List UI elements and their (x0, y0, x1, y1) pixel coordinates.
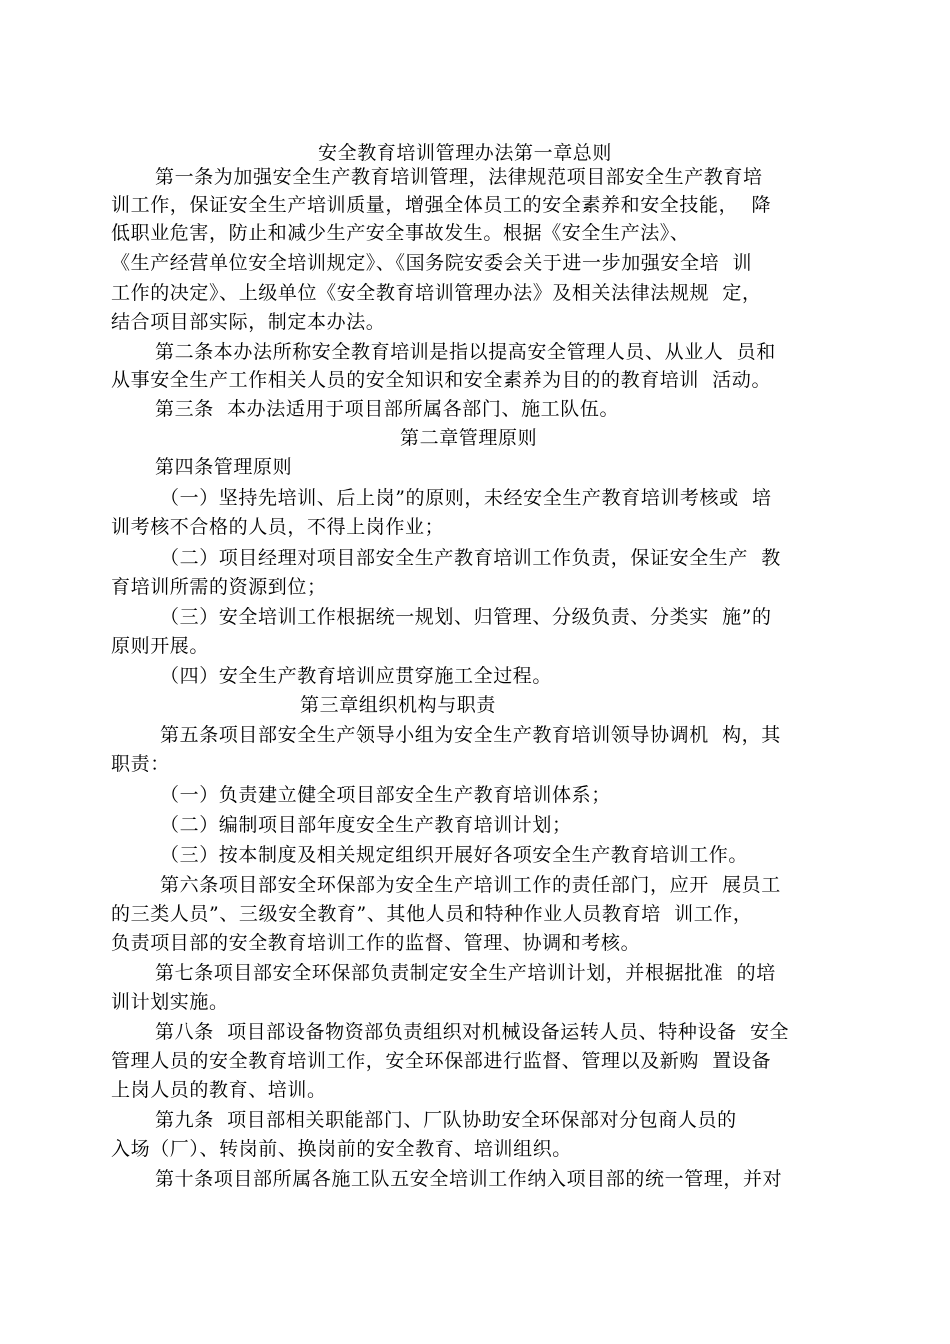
text-line: 结合项目部实际，制定本办法。 (111, 311, 386, 333)
text-line: 第二条本办法所称安全教育培训是指以提高安全管理人员、从业人 员和 (155, 341, 776, 363)
text-line: 上岗人员的教育、培训。 (111, 1079, 327, 1101)
text-line: 第一条为加强安全生产教育培训管理，法律规范项目部安全生产教育培 (155, 166, 763, 188)
text-line: 训工作，保证安全生产培训质量，增强全体员工的安全素养和安全技能， 降 (111, 194, 772, 216)
text-line: 第十条项目部所属各施工队五安全培训工作纳入项目部的统一管理，并对 (155, 1168, 783, 1190)
text-line: 第三条 本办法适用于项目部所属各部门、施工队伍。 (155, 398, 620, 420)
text-line: 职责： (111, 753, 170, 775)
text-line: 第六条项目部安全环保部为安全生产培训工作的责任部门，应开 展员工 (160, 874, 781, 896)
text-line: （三）按本制度及相关规定组织开展好各项安全生产教育培训工作。 (160, 844, 749, 866)
text-line: （一）坚持先培训、后上岗”的原则，未经安全生产教育培训考核或 培 (160, 487, 772, 509)
text-line: 工作的决定》、上级单位《安全教育培训管理办法》及相关法律法规规 定， (111, 282, 762, 304)
text-line: 原则开展。 (111, 635, 210, 657)
text-line: （二）编制项目部年度安全生产教育培训计划； (160, 814, 572, 836)
chapter-heading: 第三章组织机构与职责 (300, 694, 497, 716)
text-line: 第七条项目部安全环保部负责制定安全生产培训计划，并根据批准 的培 (155, 962, 776, 984)
text-line: 管理人员的安全教育培训工作，安全环保部进行监督、管理以及新购 置设备 (111, 1050, 772, 1072)
chapter-heading: 第二章管理原则 (400, 427, 538, 449)
text-line: 《生产经营单位安全培训规定》、《国务院安委会关于进一步加强安全培 训 (111, 252, 753, 274)
text-line: （四）安全生产教育培训应贯穿施工全过程。 (160, 665, 553, 687)
document-title: 安全教育培训管理办法第一章总则 (318, 142, 613, 164)
text-line: 的三类人员”、三级安全教育”、其他人员和特种作业人员教育培 训工作， (111, 903, 753, 925)
text-line: 训计划实施。 (111, 991, 229, 1013)
text-line: 低职业危害，防止和减少生产安全事故发生。根据《安全生产法》、 (111, 222, 690, 244)
text-line: 育培训所需的资源到位； (111, 576, 327, 598)
text-line: （三）安全培训工作根据统一规划、归管理、分级负责、分类实 施”的 (160, 606, 772, 628)
text-line: 负责项目部的安全教育培训工作的监督、管理、协调和考核。 (111, 932, 641, 954)
text-line: 第九条 项目部相关职能部门、厂队协助安全环保部对分包商人员的 (155, 1109, 737, 1131)
text-line: 第八条 项目部设备物资部负责组织对机械设备运转人员、特种设备 安全 (155, 1021, 790, 1043)
text-line: 入场（厂）、转岗前、换岗前的安全教育、培训组织。 (111, 1138, 572, 1160)
text-line: 从事安全生产工作相关人员的安全知识和安全素养为目的的教育培训 活动。 (111, 369, 772, 391)
text-line: （二）项目经理对项目部安全生产教育培训工作负责，保证安全生产 教 (160, 547, 781, 569)
text-line: （一）负责建立健全项目部安全生产教育培训体系； (160, 784, 611, 806)
text-line: 训考核不合格的人员，不得上岗作业； (111, 516, 445, 538)
text-line: 第五条项目部安全生产领导小组为安全生产教育培训领导协调机 构，其 (160, 724, 781, 746)
text-line: 第四条管理原则 (155, 456, 293, 478)
